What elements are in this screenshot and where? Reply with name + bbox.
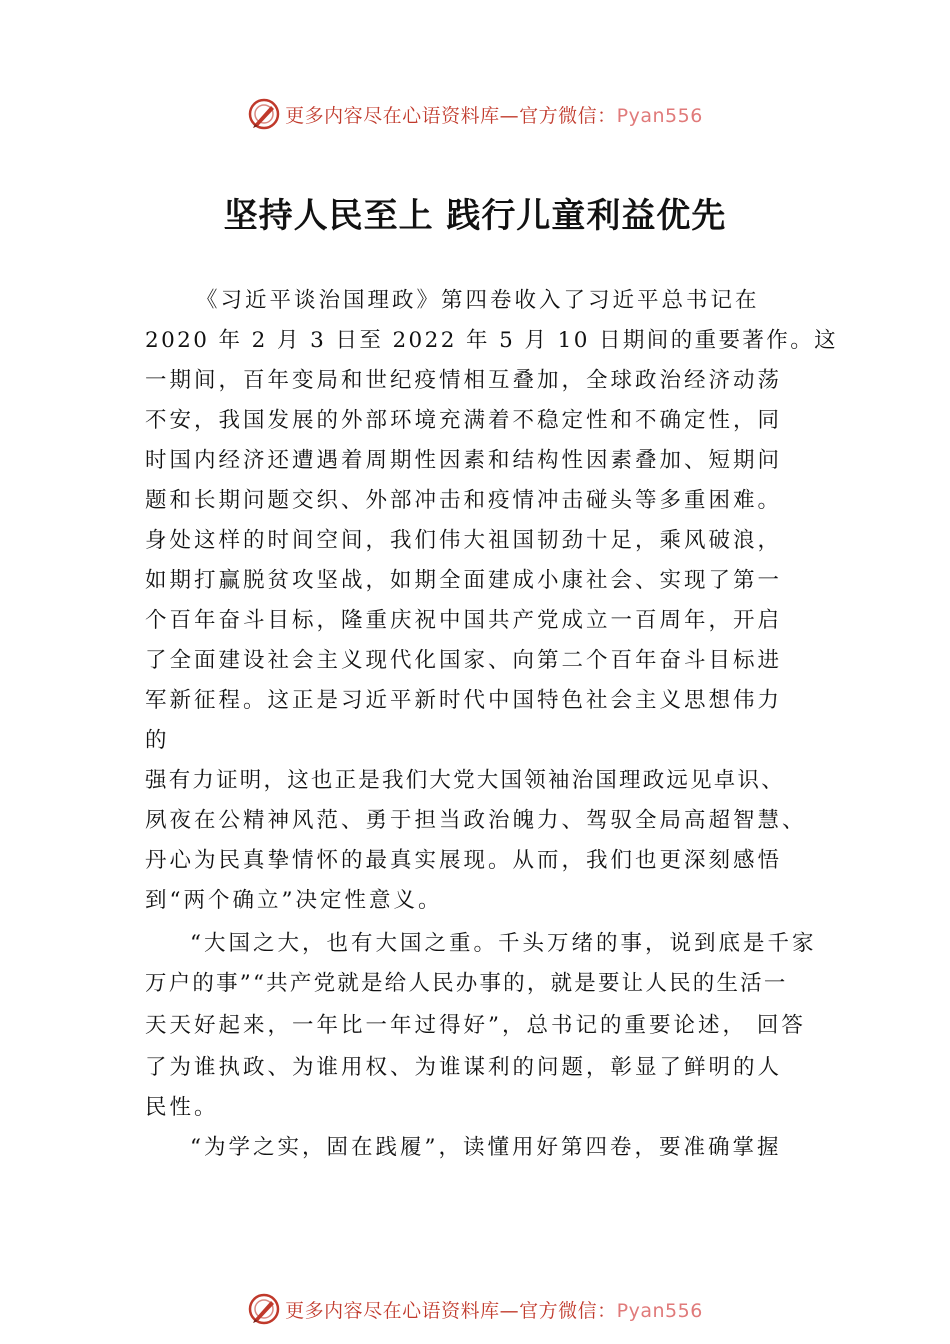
body-line: 万户的事”“共产党就是给人民办事的，就是要让人民的生活一 (145, 971, 788, 996)
body-line: 了为谁执政、为谁用权、为谁谋利的问题，彰显了鲜明的人 (145, 1055, 783, 1080)
body-line: 不安，我国发展的外部环境充满着不稳定性和不确定性，同 (145, 408, 783, 433)
body-line: 天天好起来，一年比一年过得好”，总书记的重要论述， 回答 (145, 1013, 806, 1038)
header-banner-text: 更多内容尽在心语资料库—官方微信：Pyan556 (285, 104, 703, 127)
body-line: “为学之实，固在践履”，读懂用好第四卷，要准确掌握 (190, 1135, 782, 1160)
body-line: 民性。 (145, 1095, 219, 1120)
body-line: 强有力证明，这也正是我们大党大国领袖治国理政远见卓识、 (145, 768, 785, 793)
body-line: 题和长期问题交织、外部冲击和疫情冲击碰头等多重困难。 (145, 488, 783, 513)
body-line: 《习近平谈治国理政》第四卷收入了习近平总书记在 (196, 288, 760, 313)
body-line: 时国内经济还遭遇着周期性因素和结构性因素叠加、短期问 (145, 448, 783, 473)
footer-banner-text: 更多内容尽在心语资料库—官方微信：Pyan556 (285, 1299, 703, 1322)
pen-logo-icon (247, 1292, 281, 1326)
body-line: 一期间，百年变局和世纪疫情相互叠加，全球政治经济动荡 (145, 368, 783, 393)
wechat-id: Pyan556 (616, 1299, 703, 1322)
body-line: 了全面建设社会主义现代化国家、向第二个百年奋斗目标进 (145, 648, 783, 673)
body-line: 夙夜在公精神风范、勇于担当政治魄力、驾驭全局高超智慧、 (145, 808, 807, 833)
body-line: 到“两个确立”决定性意义。 (145, 888, 443, 913)
body-line: 军新征程。这正是习近平新时代中国特色社会主义思想伟力 (145, 688, 783, 713)
page-title: 坚持人民至上 践行儿童利益优先 (223, 196, 727, 236)
body-line: 的 (145, 728, 170, 753)
body-line: 身处这样的时间空间，我们伟大祖国韧劲十足，乘风破浪， (145, 528, 783, 553)
body-line: 2020 年 2 月 3 日至 2022 年 5 月 10 日期间的重要著作。这 (145, 328, 839, 353)
body-line: “大国之大，也有大国之重。千头万绪的事，说到底是千家 (190, 931, 817, 956)
header-banner (0, 97, 950, 131)
body-line: 个百年奋斗目标，隆重庆祝中国共产党成立一百周年，开启 (145, 608, 783, 633)
body-line: 如期打赢脱贫攻坚战，如期全面建成小康社会、实现了第一 (145, 568, 783, 593)
wechat-id: Pyan556 (616, 104, 703, 127)
footer-banner (0, 1292, 950, 1326)
body-line: 丹心为民真挚情怀的最真实展现。从而，我们也更深刻感悟 (145, 848, 783, 873)
pen-logo-icon (247, 97, 281, 131)
